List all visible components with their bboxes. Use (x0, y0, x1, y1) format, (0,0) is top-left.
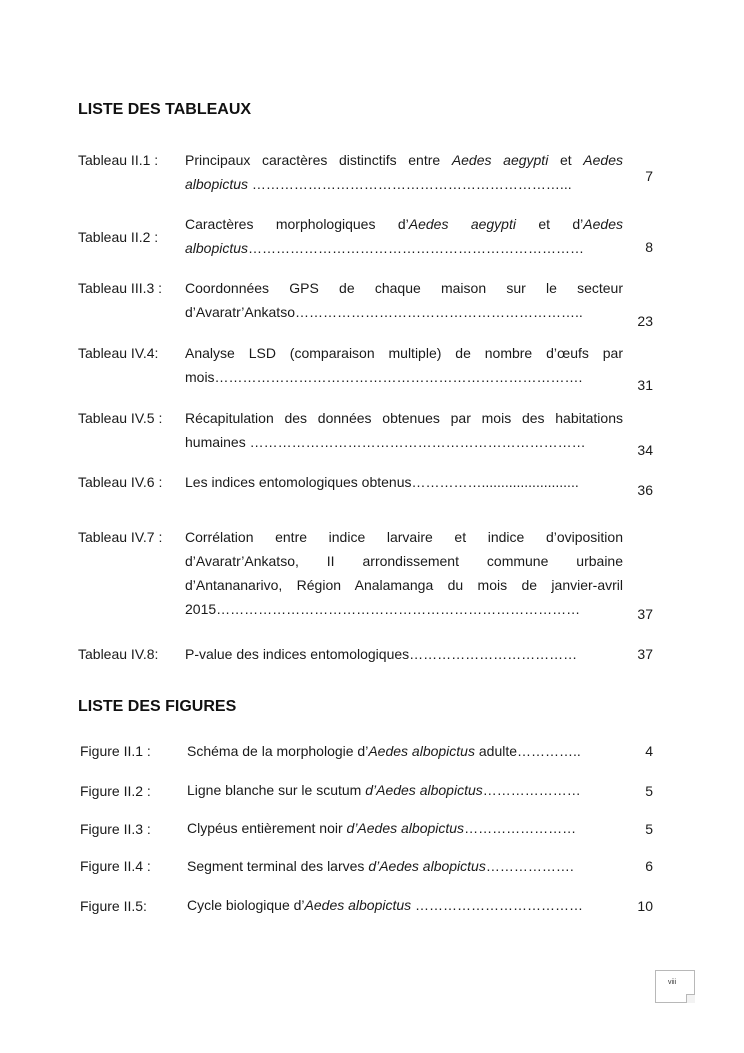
entry-text-line: Les indices entomologiques obtenus……………......................... (185, 474, 579, 490)
entry-label: Tableau IV.4: (78, 345, 159, 361)
entry-label: Tableau IV.7 : (78, 529, 163, 545)
entry-text-line: d’Avaratr’Ankatso…………………………………………………….. (185, 304, 583, 320)
tables-heading: LISTE DES TABLEAUX (78, 101, 252, 118)
entry-text-line: Ligne blanche sur le scutum d’Aedes albopictus………………… (187, 782, 581, 798)
entry-text-line: P-value des indices entomologiques……………………………… (185, 646, 578, 662)
entry-text (187, 854, 635, 878)
entry-text-line: Cycle biologique d’Aedes albopictus ……………………………… (187, 897, 584, 913)
entry-label: Tableau IV.6 : (78, 474, 163, 490)
entry-page: 7 (645, 168, 653, 184)
entry-label: Tableau IV.5 : (78, 410, 163, 426)
entry-text (185, 470, 623, 494)
entry-text (187, 739, 635, 763)
entry-page: 31 (637, 377, 653, 393)
entry-page: 5 (645, 783, 653, 799)
entry-text (185, 642, 623, 666)
entry-text-line: Segment terminal des larves d’Aedes albopictus………………. (187, 858, 574, 874)
entry-text-line: Principaux caractères distinctifs entre Aedes aegypti et Aedes (185, 152, 623, 168)
entry-label: Tableau II.1 : (78, 152, 159, 168)
entry-label: Tableau IV.8: (78, 646, 159, 662)
entry-label: Figure II.4 : (80, 858, 151, 874)
entry-text-line: mois……………………………………………………………………. (185, 369, 583, 385)
entry-label: Tableau III.3 : (78, 280, 163, 296)
entry-text-line: 2015…………………………………………………………………… (185, 601, 581, 617)
entry-page: 37 (637, 646, 653, 662)
entry-text-line: Schéma de la morphologie d’Aedes albopictus adulte………….. (187, 743, 581, 759)
entry-text-line: Analyse LSD (comparaison multiple) de nombre d’œufs par (185, 345, 623, 361)
entry-text-line: d’Antananarivo, Région Analamanga du mois de janvier-avril (185, 577, 623, 593)
entry-page: 5 (645, 821, 653, 837)
entry-page: 23 (637, 313, 653, 329)
entry-page: 37 (637, 606, 653, 622)
entry-page: 10 (637, 898, 653, 914)
figures-heading: LISTE DES FIGURES (78, 698, 237, 715)
entry-text-line: albopictus …………………………………………………………... (185, 176, 572, 192)
entry-page: 4 (645, 743, 653, 759)
entry-page: 6 (645, 858, 653, 874)
entry-text-line: Coordonnées GPS de chaque maison sur le secteur (185, 280, 623, 296)
entry-text (185, 148, 623, 196)
entry-text (187, 816, 635, 840)
entry-label: Tableau II.2 : (78, 229, 159, 245)
entry-text (185, 341, 623, 389)
entry-text-line: albopictus……………………………………………………………… (185, 240, 585, 256)
entry-text-line: Corrélation entre indice larvaire et indice d’oviposition (185, 529, 623, 545)
entry-text-line: Récapitulation des données obtenues par mois des habitations (185, 410, 623, 426)
entry-page: 8 (645, 239, 653, 255)
entry-text-line: Caractères morphologiques d’Aedes aegypti et d’Aedes (185, 216, 623, 232)
entry-text-line: d’Avaratr’Ankatso, II arrondissement commune urbaine (185, 553, 623, 569)
entry-text (185, 276, 623, 324)
entry-text-line: humaines ……………………………………………………………… (185, 434, 586, 450)
entry-label: Figure II.5: (80, 898, 147, 914)
page-number: viii (668, 979, 677, 986)
entry-label: Figure II.1 : (80, 743, 151, 759)
entry-label: Figure II.3 : (80, 821, 151, 837)
entry-page: 34 (637, 442, 653, 458)
entry-label: Figure II.2 : (80, 783, 151, 799)
entry-text (187, 893, 635, 917)
entry-page: 36 (637, 482, 653, 498)
entry-text (187, 778, 635, 802)
entry-text (185, 525, 623, 621)
page-number-box (655, 970, 695, 1003)
entry-text (185, 212, 623, 260)
entry-text (185, 406, 623, 454)
entry-text-line: Clypéus entièrement noir d’Aedes albopictus…………………… (187, 820, 577, 836)
